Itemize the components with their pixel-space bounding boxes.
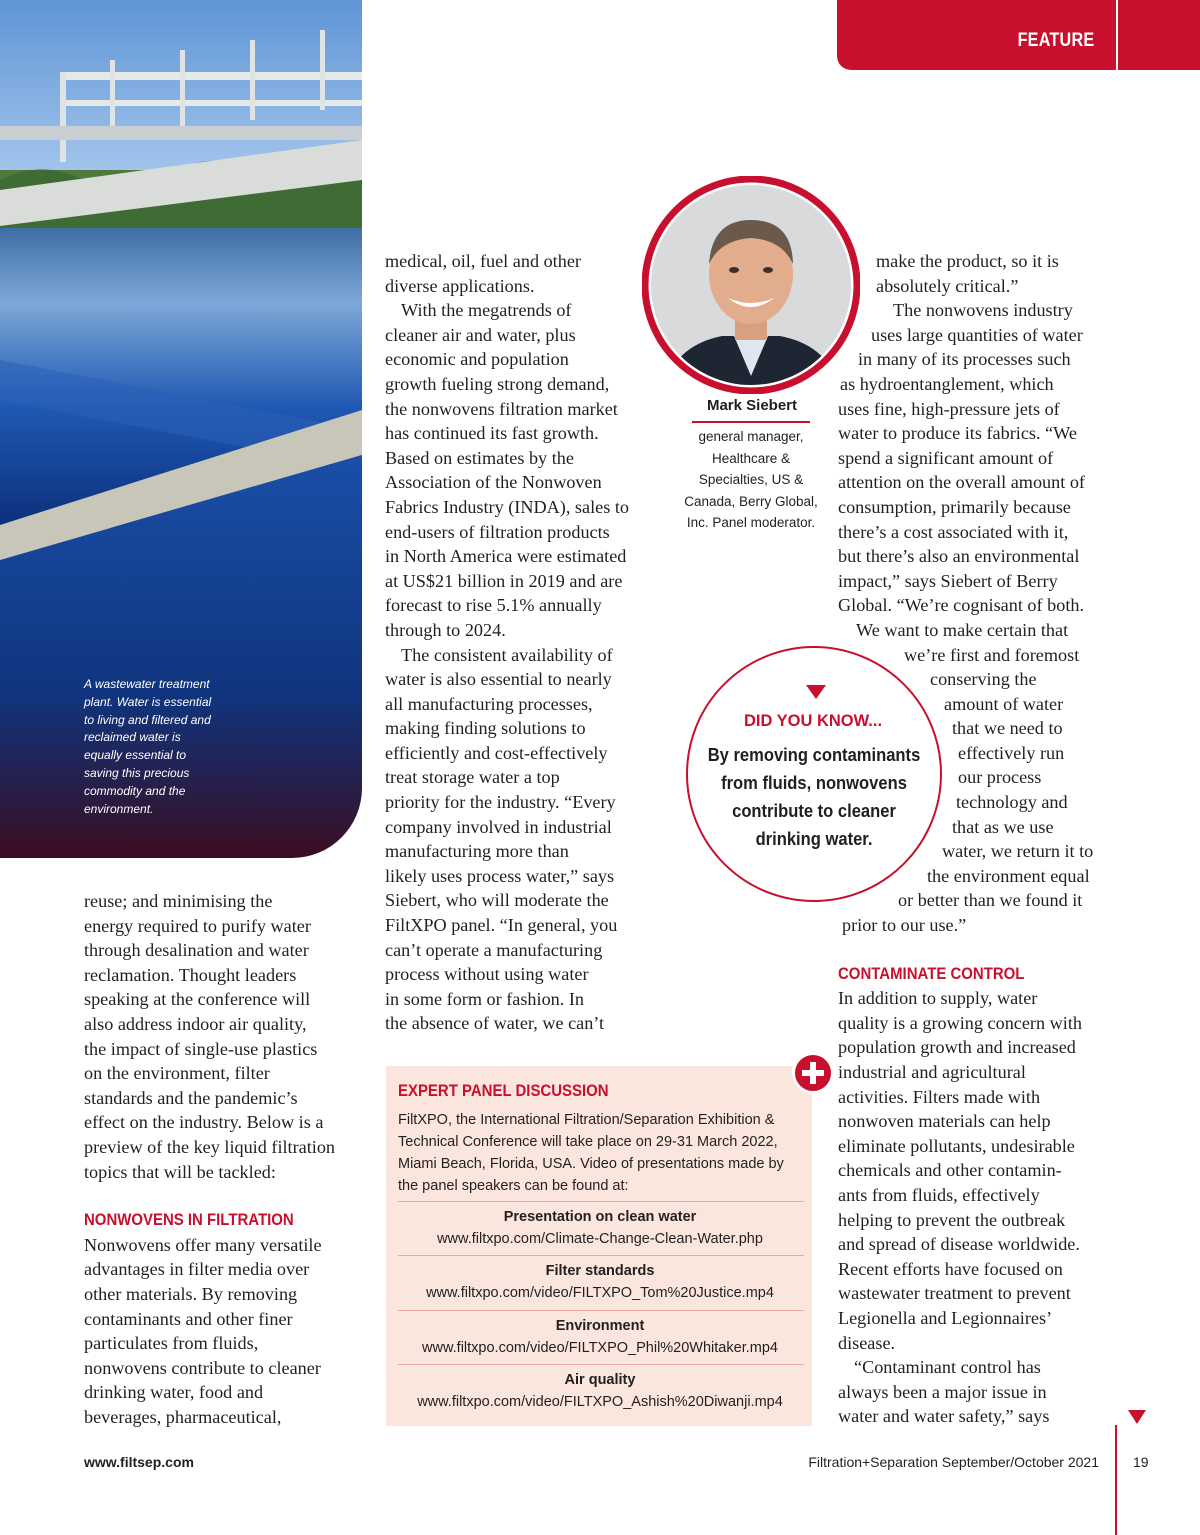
text-line: in many of its processes such [858, 349, 1071, 370]
link-url[interactable]: www.filtxpo.com/video/FILTXPO_Ashish%20Diwanji.mp4 [417, 1394, 783, 1410]
text-line: speaking at the conference will [84, 989, 311, 1010]
down-triangle-icon [806, 685, 826, 699]
text-line: Recent efforts have focused on [838, 1258, 1063, 1279]
feature-label: FEATURE [1017, 30, 1094, 51]
footer-publication: Filtration+Separation September/October 2021 [808, 1454, 1099, 1470]
text-line: quality is a growing concern with [838, 1012, 1082, 1033]
text-line: helping to prevent the outbreak [838, 1209, 1066, 1230]
link-url[interactable]: www.filtxpo.com/Climate-Change-Clean-Water.php [437, 1231, 763, 1247]
text-line: the nonwovens filtration market [385, 398, 618, 419]
feature-tab-divider [1116, 0, 1118, 70]
text-line: through desalination and water [84, 940, 309, 961]
speaker-name: Mark Siebert [706, 397, 798, 414]
link-url[interactable]: www.filtxpo.com/video/FILTXPO_Tom%20Justice.mp4 [426, 1285, 774, 1301]
text-line: Association of the Nonwoven [385, 472, 602, 493]
text-line: ants from fluids, effectively [838, 1184, 1040, 1205]
text-line: cleaner air and water, plus [385, 324, 576, 345]
text-line: Nonwovens offer many versatile [84, 1234, 322, 1255]
text-line: our process [958, 767, 1042, 788]
panel-divider [398, 1310, 804, 1311]
text-line: can’t operate a manufacturing [385, 939, 603, 960]
text-line: that we need to [952, 718, 1063, 739]
section-heading: NONWOVENS IN FILTRATION [84, 1210, 294, 1230]
text-line: all manufacturing processes, [385, 693, 593, 714]
text-line: through to 2024. [385, 619, 506, 640]
speaker-portrait [642, 176, 860, 394]
text-line: particulates from fluids, [84, 1333, 259, 1354]
article-column-left [84, 889, 369, 1429]
text-line: in North America were estimated [385, 546, 627, 567]
text-line: always been a major issue in [838, 1381, 1047, 1402]
text-line: end-users of filtration products [385, 521, 610, 542]
text-line: water and water safety,” says [838, 1406, 1050, 1427]
text-line: conserving the [930, 669, 1037, 690]
text-line: eliminate pollutants, undesirable [838, 1135, 1075, 1156]
text-line: We want to make certain that [856, 619, 1069, 640]
panel-divider [398, 1364, 804, 1365]
text-line: standards and the pandemic’s [84, 1087, 298, 1108]
text-line: as hydroentanglement, which [840, 373, 1054, 394]
text-line: manufacturing more than [385, 841, 569, 862]
article-column-middle [385, 249, 675, 1036]
text-line: uses fine, high-pressure jets of [838, 398, 1060, 419]
text-line: consumption, primarily because [838, 496, 1071, 517]
text-line: priority for the industry. “Every [385, 792, 616, 813]
plus-icon [792, 1052, 834, 1094]
link-url[interactable]: www.filtxpo.com/video/FILTXPO_Phil%20Whitaker.mp4 [422, 1340, 778, 1356]
link-title: Filter standards [545, 1263, 655, 1279]
text-line: effectively run [958, 742, 1065, 763]
text-line: water is also essential to nearly [385, 669, 612, 690]
text-line: making finding solutions to [385, 718, 586, 739]
text-line: at US$21 billion in 2019 and are [385, 570, 623, 591]
text-line: the environment equal [927, 865, 1090, 886]
footer-divider [1115, 1425, 1117, 1535]
panel-divider [398, 1255, 804, 1256]
link-title: Air quality [564, 1372, 636, 1388]
text-line: the impact of single-use plastics [84, 1038, 318, 1059]
panel-divider [398, 1201, 804, 1202]
text-line: also address indoor air quality, [84, 1013, 307, 1034]
text-line: make the product, so it is [876, 251, 1059, 271]
text-line: and spread of disease worldwide. [838, 1234, 1080, 1255]
text-line: preview of the key liquid filtration [84, 1136, 336, 1157]
text-line: disease. [838, 1332, 896, 1353]
text-line: FiltXPO panel. “In general, you [385, 915, 618, 936]
footer-website[interactable]: www.filtsep.com [84, 1454, 194, 1470]
text-line: water to produce its fabrics. “We [838, 423, 1077, 444]
text-line: nonwovens contribute to cleaner [84, 1357, 321, 1378]
text-line: In addition to supply, water [838, 988, 1038, 1009]
text-line: growth fueling strong demand, [385, 373, 610, 394]
text-line: Siebert, who will moderate the [385, 890, 609, 911]
text-line: chemicals and other contamin- [838, 1160, 1062, 1181]
text-line: likely uses process water,” says [385, 865, 615, 886]
text-line: advantages in filter media over [84, 1259, 310, 1280]
text-line: energy required to purify water [84, 915, 311, 936]
speaker-name-rule [692, 421, 810, 423]
text-line: beverages, pharmaceutical, [84, 1406, 282, 1427]
text-line: wastewater treatment to prevent [838, 1283, 1071, 1304]
text-line: reclamation. Thought leaders [84, 964, 297, 985]
text-line: topics that will be tackled: [84, 1161, 276, 1182]
text-line: but there’s also an environmental [838, 546, 1080, 567]
expert-panel-intro: FiltXPO, the International Filtration/Separation Exhibition & Technical Conference will take place on 29-31 March 2022, Miami Beach, Florida, USA. Video of presentations made by the panel speakers can be found at: [398, 1112, 784, 1194]
text-line: technology and [956, 792, 1068, 813]
text-line: The nonwovens industry [893, 300, 1073, 321]
text-line: has continued its fast growth. [385, 423, 599, 444]
text-line: reuse; and minimising the [84, 891, 273, 911]
text-line: With the megatrends of [401, 300, 572, 321]
text-line: company involved in industrial [385, 816, 612, 837]
text-line: water, we return it to [942, 841, 1094, 862]
text-line: prior to our use.” [842, 915, 967, 936]
text-line: drinking water, food and [84, 1382, 264, 1403]
text-line: medical, oil, fuel and other [385, 251, 581, 271]
link-title: Presentation on clean water [503, 1209, 697, 1225]
text-line: The consistent availability of [401, 644, 613, 665]
text-line: absolutely critical.” [876, 275, 1019, 296]
section-heading: CONTAMINATE CONTROL [838, 963, 1025, 983]
text-line: or better than we found it [898, 890, 1083, 911]
text-line: attention on the overall amount of [838, 472, 1085, 493]
text-line: economic and population [385, 349, 569, 370]
text-line: forecast to rise 5.1% annually [385, 595, 602, 616]
text-line: Legionella and Legionnaires’ [838, 1307, 1053, 1328]
did-you-know-label: DID YOU KNOW... [743, 712, 883, 730]
text-line: impact,” says Siebert of Berry [838, 570, 1058, 591]
link-title: Environment [555, 1318, 645, 1334]
text-line: amount of water [944, 693, 1064, 714]
expert-panel-title: EXPERT PANEL DISCUSSION [398, 1081, 609, 1100]
text-line: the absence of water, we can’t [385, 1013, 605, 1034]
text-line: diverse applications. [385, 275, 535, 296]
text-line: that as we use [952, 816, 1054, 837]
text-line: “Contaminant control has [854, 1357, 1041, 1378]
text-line: efficiently and cost-effectively [385, 742, 608, 763]
text-line: spend a significant amount of [838, 447, 1054, 468]
text-line: Based on estimates by the [385, 447, 574, 468]
text-line: contaminants and other finer [84, 1308, 293, 1329]
photo-caption: A wastewater treatment plant. Water is essential to living and filtered and reclaimed water is equally essential to saving this precious commodity and the environment. [84, 677, 212, 816]
text-line: process without using water [385, 964, 589, 985]
text-line: nonwoven materials can help [838, 1111, 1051, 1132]
text-line: on the environment, filter [84, 1063, 270, 1084]
text-line: population growth and increased [838, 1037, 1076, 1058]
text-line: Fabrics Industry (INDA), sales to [385, 496, 629, 517]
text-line: activities. Filters made with [838, 1086, 1041, 1107]
text-line: other materials. By removing [84, 1283, 298, 1304]
text-line: there’s a cost associated with it, [838, 521, 1069, 542]
text-line: effect on the industry. Below is a [84, 1112, 324, 1133]
text-line: we’re first and foremost [904, 644, 1080, 665]
speaker-title: general manager, Healthcare & Specialties, US & Canada, Berry Global, Inc. Panel moderator. [684, 429, 818, 530]
text-line: Global. “We’re cognisant of both. [838, 595, 1085, 616]
text-line: industrial and agricultural [838, 1062, 1026, 1082]
text-line: treat storage water a top [385, 767, 560, 788]
text-line: in some form or fashion. In [385, 988, 585, 1009]
text-line: uses large quantities of water [871, 324, 1083, 345]
did-you-know-text: By removing contaminants from fluids, nonwovens contribute to cleaner drinking water. [707, 745, 921, 849]
page-number: 19 [1133, 1454, 1149, 1470]
continue-triangle-icon [1128, 1410, 1146, 1424]
